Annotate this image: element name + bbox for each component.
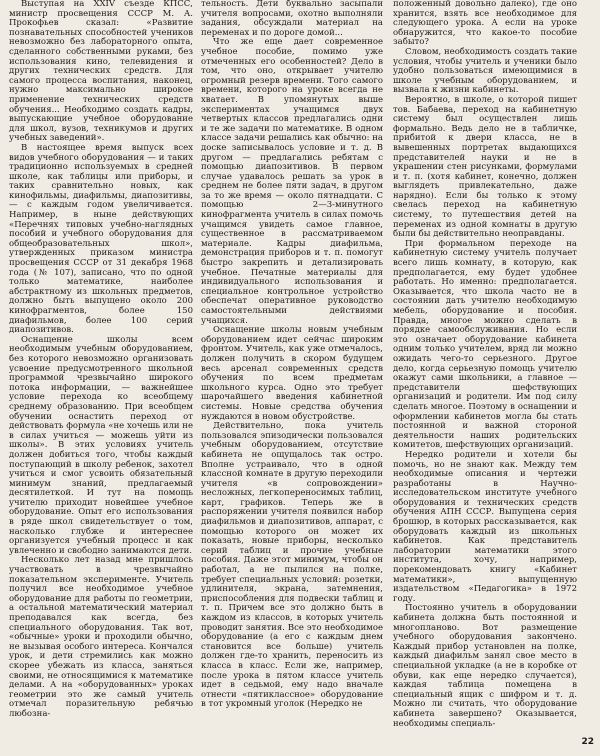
paragraph: Постоянно учитель в оборудовании кабинета должна быть постоянной и многопланово. Вот размещение учебного оборудования закончено. Каждый прибор установлен на полке, каждый диафильм занял свое место в специальной укладке (а не в коробке от обуви, как еще нередко случается), каждая таблица помещена в специальный ящик с шифром и т. д. Можно ли считать, что оборудование кабинета завершено? Оказывается, необходимы специаль- [393,603,577,729]
paragraph: В настоящее время выпуск всех видов учебного оборудования — и таких традиционно используемых в средней школе, как таблицы или приборы, и таких сравнительно новых, как кинофильмы, диафильмы, диапозитивы, — с каждым годом увеличивается. Например, в ныне действующих «Перечнях типовых учебно-наглядных пособий и учебного оборудования для общеобразовательных школ», утвержденных приказом министра просвещения СССР от 31 декабря 1968 года (№ 107), записано, что по одной только математике, наиболее абстрактному из школьных предметов, должно быть выпущено около 200 кинофрагментов, более 150 диафильмов, более 100 серий диапозитивов. [9,142,193,336]
paragraph: Оснащение школы всем необходимым учебным оборудованием, без которого невозможно организовать усвоение предусмотренного школьной программой чрезвычайно широкого потока информации, — важнейшее условие перехода ко всеобщему среднему образованию. При всеобщем обучении оснастить переход от действовать формула «не хочешь или не в силах учиться — можешь уйти из школы». В этих условиях учитель должен добиться того, чтобы каждый поступающий в школу ребенок, захотел учиться и смог усвоить обязательный минимум знаний, предлагаемый десятилеткой. И тут на помощь учителю приходит новейшее учебное оборудование. Опыт его использования в ряде школ свидетельствует о том, насколько глубже и интереснее организуется учебный процесс и как увлеченно и свободно занимаются дети. [9,334,193,556]
paragraph: Выступая на XXIV съезде КПСС, министр просвещения СССР М. А. Прокофьев сказал: «Развитие познавательных способностей учеников невозможно без лабораторного опыта, сделанного собственными руками, без использования кино, телевидения и других технических средств. Для самого процесса воспитания, наконец, нужно максимально широкое применение технических средств обучения... Необходимо создать кадры, выпускающие учебное оборудование для школ, вузов, техникумов и других учебных заведений». [9,0,193,144]
paragraph: положенный довольно далеко), где оно хранится, взять все необходимое для следующего урока. А если на уроке обнаружится, что какое-то пособие забыто? [393,0,577,48]
paragraph: Действительно, пока учитель пользовался эпизодически пользовался учебным оборудованием, отсутствие кабинета не ощущалось так остро. Вполне устраивало, что в одной классной комнате в другую переходили учителя «в сопровождении» несложных, легкопереносимых таблиц, карт, графиков. Теперь же в распоряжении учителя появился набор диафильмов и диапозитивов, аппарат, с помощью которого он может их показать, новые приборы, несколько серий таблиц и прочие учебные пособия. Даже этот минимум, чтобы он работал, а не пылился на полке, требует специальных условий: розетки, удлинителя, экрана, затемнения, приспособления для подвески таблиц и т. п. Причем все это должно быть в каждом из классов, в которых учитель проводит занятия. Все это необходимое оборудование (а его с каждым днем становится все больше) учитель должен где-то хранить, переносить из класса в класс. Если же, например, после урока в пятом классе учитель идет в седьмой, ему надо вначале отнести «пятиклассное» оборудование в тот укромный уголок (Нередко не [201,421,383,710]
paragraph: Несколько лет назад мне пришлось участвовать в чрезвычайно показательном эксперименте. Учитель получил все необходимое учебное оборудование для работы по геометрии, а остальной математический материал преподавался как всегда, без специального оборудования. Так вот, «обычные» уроки и проходили обычно, не вызывая особого интереса. Кончался урок, и дети стремились как можно скорее убежать из класса, заняться своими, не относящимися к математике делами. А на «оборудованных» уроках геометрии это же самый учитель отмечал поразительную ребячью любозна- [9,555,193,719]
paragraph: Нередко родители и хотели бы помочь, но не знают как. Между тем необходимые описания и чертежи разработаны в Научно-исследовательском институте учебного оборудования и технических средств обучения АПН СССР. Выпущена серия брошюр, в которых рассказывается, как оборудовать каждый из школьных кабинетов. Как представитель лаборатории математики этого института, хочу, например, порекомендовать книгу «Кабинет математики», выпущенную издательством «Педагогика» в 1972 году. [393,449,577,604]
column-3 [393,0,577,756]
column-2 [201,0,383,756]
column-1 [9,0,193,756]
page-number: 22 [581,737,594,747]
paragraph: Что же еще дает современное учебное пособие, помимо уже отмеченных его особенностей? Дело в том, что оно, открывает учителю огромный резерв времени. Того самого времени, которого на уроке всегда не хватает. В упомянутых выше экспериментах учащимся двух четвертых классов предлагались одни и те же задачи по математике. В одном классе задачи решались как обычно: на доске записывалось условие и т. д. В другом — предлагались ребятам с помощью диапозитивов. В первом случае удавалось решать за урок в среднем не более пяти задач, в другом за то же время — около пятнадцати. С помощью 2—3-минутного кинофрагмента учитель в силах помочь учащимся увидеть самое главное, существенное в рассматриваемом материале. Кадры диафильма, демонстрация приборов и т. п. помогут быстро закрепить и детализировать учебное. Печатные материалы для индивидуального использования и специальное контрольное устройство обеспечат оперативное руководство самостоятельными действиями учащихся. [201,37,383,326]
paragraph: Оснащение школы новым учебным оборудованием идет сейчас широким фронтом. Учитель, как уже отмечалось, должен получить в скором будущем весь арсенал современных средств обучения по всем предметам школьного курса. Одно это требует шарочайшего введения кабинетной системы. Новые средства обучения нуждаются в новом обустройстве. [201,325,383,422]
paragraph: тельность. Дети буквально засыпали учителя вопросами, охотно выполняли задания, обсуждали материал на переменах и по дороге домой... [201,0,383,38]
paragraph: При формальном переходе на кабинетную систему учитель получает всего лишь комнату, в которую, как предполагается, ему будет удобнее работать. Но именно: предполагается. Оказывается, что школа часто не в состоянии дать учителю необходимую мебель, оборудование и пособия. Правда, многое можно сделать в порядке самообслуживания. Но если это означает оборудование кабинета одним только учителем, вряд ли можно ожидать чего-то серьезного. Другое дело, когда серьезную помощь учителю окажут сами школьники, а главное — представители шефствующих организаций и родители. Им под силу сделать многое. Поэтому в оснащении и оформлении кабинетов могла бы стать постоянной и важной стороной деятельности наших родительских комитетов, шефствующих организаций. [393,238,577,451]
paragraph: Вероятно, в школе, о которой пишет тов. Бабаева, переход на кабинетную систему был осуществлен лишь формально. Ведь дело не в табличке, прибитой к двери класса, не в вывешенных портретах выдающихся представителей науки и не в украшении стен рисунками, формулами и т. п. (хотя кабинет, конечно, должен выглядеть привлекательно, даже наряднo). Если бы только к этому свелась переход на кабинетную систему, то путешествия детей на переменах из одной комнаты в другую были бы действительно неоправданы. [393,94,577,240]
paragraph: Словом, необходимость создать такие условия, чтобы учитель и ученики было удобно пользоваться имеющимися в школе учебным оборудованием, и вызвала к жизни кабинеты. [393,46,577,96]
magazine-page [9,0,585,756]
